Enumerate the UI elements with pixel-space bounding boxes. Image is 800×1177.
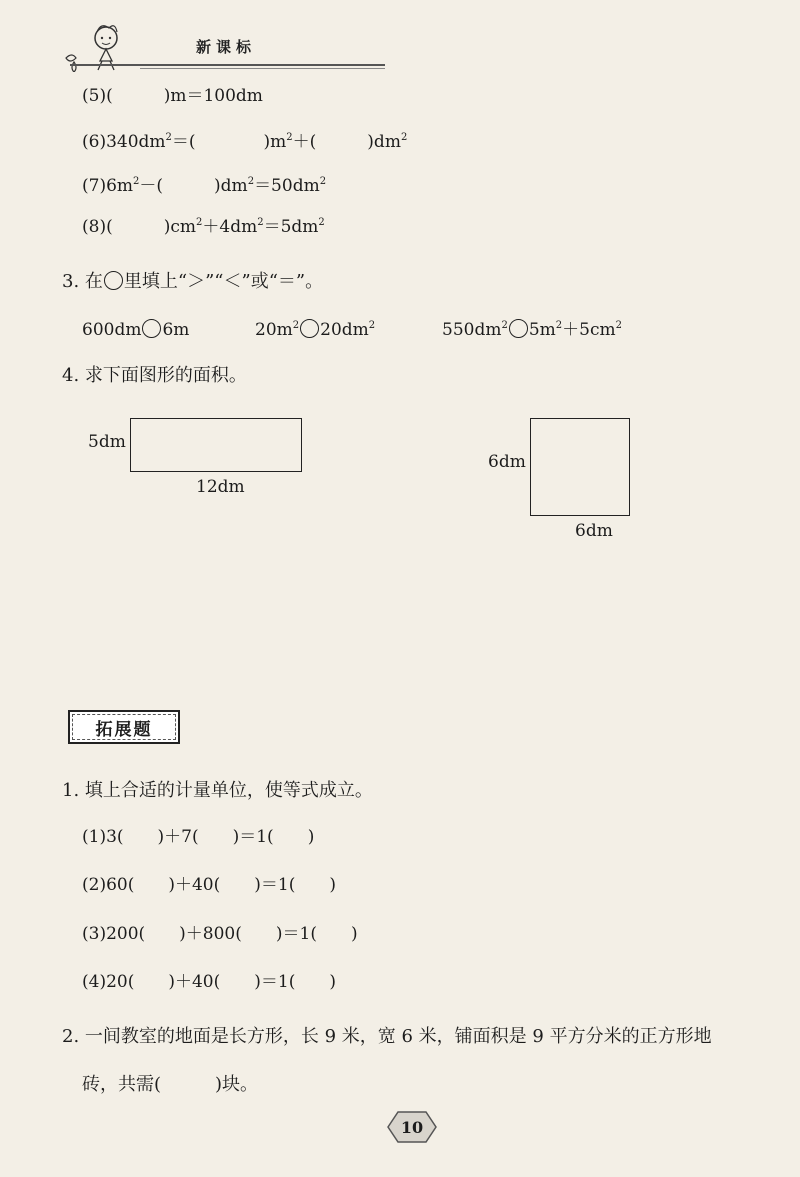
q2-item-6: $(6)340dm^2=$( )$m^2+$( )$dm^2$ [82, 132, 408, 152]
rectangle-figure [130, 418, 302, 472]
q4-title: 4. 求下面图形的面积。 [62, 365, 247, 386]
ext-q1-title: 1. 填上合适的计量单位，使等式成立。 [62, 780, 373, 801]
ext-q1-item-3: (3)200( )＋800( )＝1( ) [82, 924, 358, 944]
q2-item-5: (5)( )m＝100dm [82, 86, 263, 106]
header-rule [70, 64, 385, 66]
ext-q1-item-4: (4)20( )＋40( )＝1( ) [82, 972, 336, 992]
extension-tag: 拓展题 [68, 710, 180, 744]
page-number: 10 [400, 1118, 424, 1137]
rect2-bottom-label: 6dm [575, 521, 613, 541]
q3-title: 3. 在 里填上“＞”“＜”或“＝”。 [62, 271, 324, 292]
header-rule-thin [140, 68, 385, 69]
ext-q2-line1: 2. 一间教室的地面是长方形，长 9 米，宽 6 米，铺面积是 9 平方分米的正方形地 [62, 1026, 712, 1047]
compare-circle-2[interactable] [300, 319, 319, 338]
header-title: 新课标 [196, 38, 257, 56]
q2-item-7: $(7)6m^2-$( )$dm^2=50dm^2$ [82, 176, 327, 196]
q3-item-2: $20m^2$ $20dm^2$ [255, 320, 376, 340]
rect1-side-label: 5dm [88, 432, 126, 452]
q3-item-3: $550dm^2$ $5m^2+5cm^2$ [442, 320, 622, 340]
q2-item-8: (8)( )$cm^2+4dm^2=5dm^2$ [82, 217, 325, 237]
rect1-bottom-label: 12dm [196, 477, 245, 497]
rect2-side-label: 6dm [488, 452, 526, 472]
compare-circle-3[interactable] [509, 319, 528, 338]
ext-q1-item-2: (2)60( )＋40( )＝1( ) [82, 875, 336, 895]
compare-circle-1[interactable] [142, 319, 161, 338]
square-figure [530, 418, 630, 516]
comparison-circle [104, 271, 123, 290]
ext-q2-line2: 砖，共需( )块。 [82, 1074, 259, 1095]
q3-item-1: 600dm 6m [82, 320, 190, 340]
page-number-badge [384, 1108, 440, 1146]
ext-q1-item-1: (1)3( )＋7( )＝1( ) [82, 827, 315, 847]
